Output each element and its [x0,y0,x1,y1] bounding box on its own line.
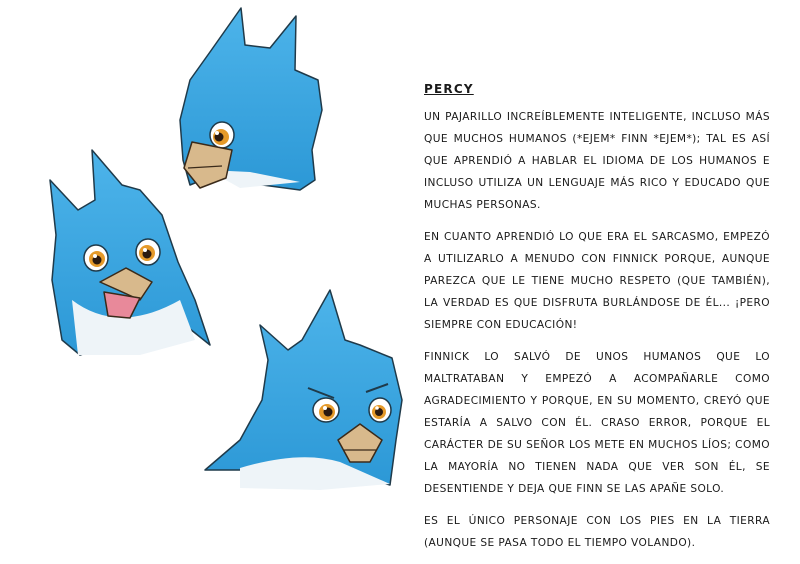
description-paragraph-1: UN PAJARILLO INCREÍBLEMENTE INTELIGENTE, INCLUSO MÁS QUE MUCHOS HUMANOS (*EJEM* FINN *EJEM*); TAL ES ASÍ QUE APRENDIÓ A HABLAR EL IDIOMA DE LOS HUMANOS E INCLUSO UTILIZA UN LENGUAJE MÁS RICO Y EDUCADO QUE MUCHAS PERSONAS. [424,111,770,211]
percy-profile-sketch [180,8,322,190]
description-paragraph-3: FINNICK LO SALVÓ DE UNOS HUMANOS QUE LO MALTRATABAN Y EMPEZÓ A ACOMPAÑARLE COMO AGRADECIMIENTO Y PORQUE, EN SU MOMENTO, CREYÓ QUE ESTARÍA A SALVO CON ÉL. CRASO ERROR, PORQUE EL CARÁCTER DE SU SEÑOR LOS METE EN MUCHOS LÍOS; COMO LA MAYORÍA NO TIENEN NADA QUE VER SON ÉL, SE DESENTIENDE Y DEJA QUE FINN SE LAS APAÑE SOLO. [424,351,770,495]
percy-surprised-sketch [50,150,210,355]
character-name-heading: PERCY [424,82,474,96]
description-paragraph-2: EN CUANTO APRENDIÓ LO QUE ERA EL SARCASMO, EMPEZÓ A UTILIZARLO A MENUDO CON FINNICK PORQUE, AUNQUE PAREZCA QUE LE TIENE MUCHO RESPETO (QUE TAMBIÉN), LA VERDAD ES QUE DISFRUTA BURLÁNDOSE DE ÉL... ¡PERO SIEMPRE CON EDUCACIÓN! [424,231,770,331]
percy-character-sketches [0,0,420,505]
description-paragraph-4: ES EL ÚNICO PERSONAJE CON LOS PIES EN LA TIERRA (AUNQUE SE PASA TODO EL TIEMPO VOLANDO). [424,515,770,549]
character-description [424,78,770,564]
percy-grumpy-sketch [205,290,402,490]
